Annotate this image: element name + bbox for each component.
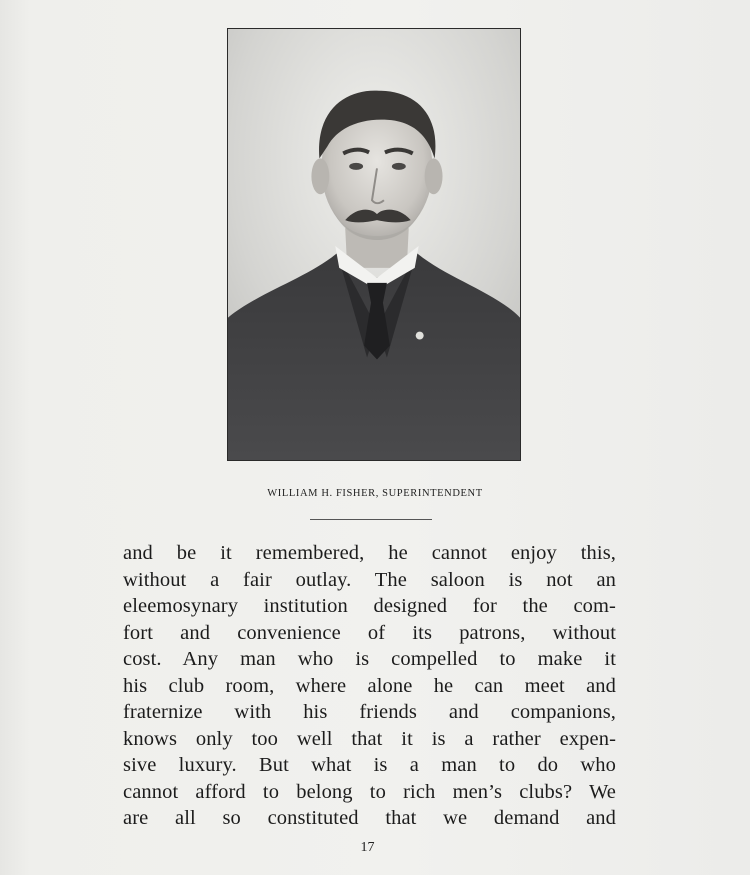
text-line (123, 593, 616, 620)
text-line (123, 779, 616, 806)
text-line (123, 699, 616, 726)
text-line-content: are all so constituted that we demand and (123, 807, 616, 829)
text-line (123, 673, 616, 700)
portrait-photograph (227, 28, 521, 461)
text-line (123, 726, 616, 753)
text-line-content: fraternize with his friends and companions, (123, 701, 616, 723)
portrait-illustration (228, 29, 520, 460)
text-line-content: knows only too well that it is a rather expen- (123, 727, 616, 750)
text-line (123, 646, 616, 673)
text-line (123, 805, 616, 832)
text-line (123, 620, 616, 647)
text-line-content: and be it remembered, he cannot enjoy this, (123, 542, 616, 564)
text-line-content: eleemosynary institution designed for the com- (123, 595, 616, 617)
page-number: 17 (360, 840, 375, 855)
text-line-content: without a fair outlay. The saloon is not an (123, 568, 616, 591)
portrait-caption: WILLIAM H. FISHER, SUPERINTENDENT (267, 488, 483, 499)
text-line-content: fort and convenience of its patrons, without (123, 621, 616, 644)
text-line-content: cannot afford to belong to rich men’s clubs? We (123, 780, 616, 803)
text-line-content: his club room, where alone he can meet and (123, 674, 616, 697)
caption-divider (310, 519, 432, 520)
text-line (123, 567, 616, 594)
text-line (123, 540, 616, 567)
text-line-content: cost. Any man who is compelled to make it (123, 648, 616, 670)
body-paragraph (123, 540, 616, 832)
text-line (123, 752, 616, 779)
text-line-content: sive luxury. But what is a man to do who (123, 754, 616, 776)
